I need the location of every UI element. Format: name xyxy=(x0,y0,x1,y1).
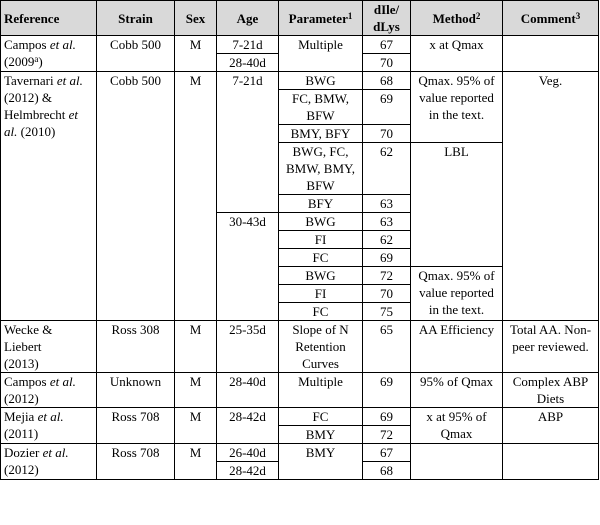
age-cell: 25-35d xyxy=(217,321,279,373)
header-age: Age xyxy=(217,1,279,36)
ref-etal: et al. xyxy=(49,37,76,52)
age-cell: 28-40d xyxy=(217,54,279,72)
strain-cell: Cobb 500 xyxy=(97,72,175,321)
parameter-cell: FC xyxy=(279,408,363,426)
comment-cell xyxy=(503,444,599,480)
reference-cell xyxy=(1,373,97,408)
age-cell: 26-40d xyxy=(217,444,279,462)
ref-etal: et al. xyxy=(42,445,69,460)
parameter-cell: FC xyxy=(279,249,363,267)
ratio-cell: 62 xyxy=(363,143,411,195)
sex-cell: M xyxy=(175,72,217,321)
age-cell: 28-42d xyxy=(217,408,279,444)
ratio-cell: 65 xyxy=(363,321,411,373)
parameter-cell: BMY xyxy=(279,426,363,444)
ratio-cell: 69 xyxy=(363,408,411,426)
header-parameter-text: Parameter xyxy=(288,10,348,26)
ref-etal: et al. xyxy=(56,73,83,88)
table-row xyxy=(1,373,599,408)
ratio-cell: 69 xyxy=(363,373,411,408)
reference-cell: Wecke & Liebert (2013) xyxy=(1,321,97,373)
ref-year: (2012) xyxy=(4,462,39,477)
ratio-cell: 70 xyxy=(363,54,411,72)
parameter-cell: BWG, FC, BMW, BMY, BFW xyxy=(279,143,363,195)
method-cell xyxy=(411,444,503,480)
method-cell: x at 95% of Qmax xyxy=(411,408,503,444)
sex-cell: M xyxy=(175,444,217,480)
ratio-cell: 67 xyxy=(363,36,411,54)
header-parameter xyxy=(279,1,363,36)
method-cell: Qmax. 95% of value reported in the text. xyxy=(411,72,503,143)
reference-cell xyxy=(1,36,97,72)
ratio-cell: 62 xyxy=(363,231,411,249)
method-cell: x at Qmax xyxy=(411,36,503,72)
ratio-cell: 70 xyxy=(363,285,411,303)
strain-cell: Cobb 500 xyxy=(97,36,175,72)
header-method xyxy=(411,1,503,36)
strain-cell: Ross 708 xyxy=(97,408,175,444)
ref-year: (2009 xyxy=(4,54,35,69)
age-cell: 30-43d xyxy=(217,213,279,321)
comment-cell: Total AA. Non-peer reviewed. xyxy=(503,321,599,373)
ratio-cell: 72 xyxy=(363,426,411,444)
parameter-cell: FC, BMW, BFW xyxy=(279,90,363,125)
parameter-cell: Multiple xyxy=(279,373,363,408)
header-reference: Reference xyxy=(1,1,97,36)
ref-year: (2011) xyxy=(4,426,39,441)
comment-cell: Complex ABP Diets xyxy=(503,373,599,408)
age-cell: 28-42d xyxy=(217,462,279,480)
header-comment xyxy=(503,1,599,36)
table-row xyxy=(1,408,599,426)
ratio-cell: 75 xyxy=(363,303,411,321)
method-cell: 95% of Qmax xyxy=(411,373,503,408)
ratio-cell: 69 xyxy=(363,249,411,267)
table-row xyxy=(1,36,599,54)
header-method-text: Method xyxy=(432,10,476,26)
method-cell: AA Efficiency xyxy=(411,321,503,373)
ref-close: ) xyxy=(38,54,43,69)
ref-year: (2010) xyxy=(17,124,56,139)
parameter-cell: BMY, BFY xyxy=(279,125,363,143)
reference-cell xyxy=(1,408,97,444)
parameter-cell: FI xyxy=(279,285,363,303)
sex-cell: M xyxy=(175,36,217,72)
parameter-cell: BFY xyxy=(279,195,363,213)
ratio-cell: 69 xyxy=(363,90,411,125)
header-comment-text: Comment xyxy=(520,10,576,26)
header-method-footnote: 2 xyxy=(475,10,481,21)
parameter-cell: BWG xyxy=(279,267,363,285)
parameter-cell: Slope of N Retention Curves xyxy=(279,321,363,373)
ref-author: Campos xyxy=(4,374,50,389)
parameter-cell: Multiple xyxy=(279,36,363,72)
table-row xyxy=(1,321,599,373)
ratio-cell: 70 xyxy=(363,125,411,143)
parameter-cell: BMY xyxy=(279,444,363,480)
parameter-cell: FI xyxy=(279,231,363,249)
ref-etal: et al. xyxy=(4,107,79,139)
ratio-cell: 68 xyxy=(363,72,411,90)
strain-cell: Ross 708 xyxy=(97,444,175,480)
header-comment-footnote: 3 xyxy=(575,10,581,21)
ratio-cell: 68 xyxy=(363,462,411,480)
parameter-cell: FC xyxy=(279,303,363,321)
age-cell: 7-21d xyxy=(217,36,279,54)
ref-author: Dozier xyxy=(4,445,43,460)
method-cell: LBL xyxy=(411,143,503,267)
comment-cell: Veg. xyxy=(503,72,599,321)
sex-cell: M xyxy=(175,321,217,373)
header-dile-dlys: dIle/ dLys xyxy=(363,1,411,36)
strain-cell: Ross 308 xyxy=(97,321,175,373)
sex-cell: M xyxy=(175,373,217,408)
parameter-cell: BWG xyxy=(279,72,363,90)
header-parameter-footnote: 1 xyxy=(347,10,353,21)
header-strain: Strain xyxy=(97,1,175,36)
ref-year: (2012) & Helmbrecht xyxy=(4,90,69,122)
ref-etal: et al. xyxy=(49,374,76,389)
table-row xyxy=(1,444,599,462)
header-sex: Sex xyxy=(175,1,217,36)
age-cell: 7-21d xyxy=(217,72,279,213)
reference-cell xyxy=(1,72,97,321)
table-row xyxy=(1,72,599,90)
header-row xyxy=(1,1,599,36)
ref-etal: et al. xyxy=(37,409,64,424)
ref-year: (2012) xyxy=(4,391,39,406)
sex-cell: M xyxy=(175,408,217,444)
ratio-cell: 63 xyxy=(363,195,411,213)
comment-cell xyxy=(503,36,599,72)
ratio-cell: 72 xyxy=(363,267,411,285)
strain-cell: Unknown xyxy=(97,373,175,408)
ratio-cell: 67 xyxy=(363,444,411,462)
ref-author: Mejia xyxy=(4,409,38,424)
ref-author: Campos xyxy=(4,37,50,52)
comment-cell: ABP xyxy=(503,408,599,444)
age-cell: 28-40d xyxy=(217,373,279,408)
ratio-cell: 63 xyxy=(363,213,411,231)
method-cell: Qmax. 95% of value reported in the text. xyxy=(411,267,503,321)
ref-author: Tavernari xyxy=(4,73,57,88)
parameter-cell: BWG xyxy=(279,213,363,231)
ref-footnote: a xyxy=(34,54,39,64)
reference-cell xyxy=(1,444,97,480)
